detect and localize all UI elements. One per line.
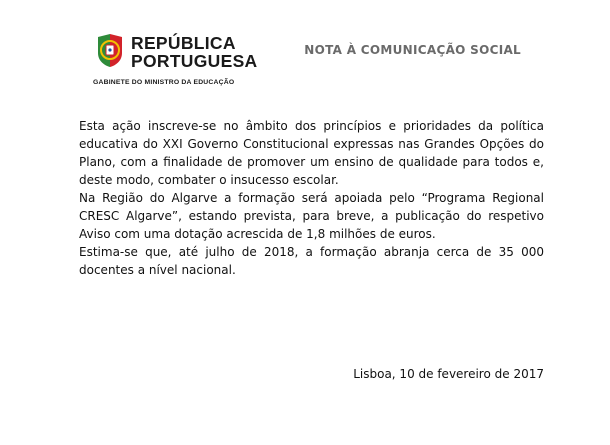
place-date: Lisboa, 10 de fevereiro de 2017: [353, 367, 544, 381]
paragraph-1: Esta ação inscreve-se no âmbito dos princípios e prioridades da política educativa do XXI Governo Constitucional expressas nas Grandes Opções do Plano, com a finalidade de promover um ensino de qualidade para todos e, deste modo, combater o insucesso escolar.: [79, 119, 544, 187]
government-logo: [91, 29, 258, 93]
document-header: [91, 29, 531, 99]
paragraph-3: Estima-se que, até julho de 2018, a formação abranja cerca de 35 000 docentes a nível nacional.: [79, 245, 544, 277]
body-text: [79, 117, 544, 279]
org-name-line2: PORTUGUESA: [131, 51, 258, 71]
paragraph-2: Na Região do Algarve a formação será apoiada pelo “Programa Regional CRESC Algarve”, estando prevista, para breve, a publicação do respetivo Aviso com uma dotação acrescida de 1,8 milhões de euros.: [79, 191, 544, 241]
org-name-line1: REPÚBLICA: [131, 33, 236, 53]
org-subtitle: GABINETE DO MINISTRO DA EDUCAÇÃO: [93, 79, 235, 86]
portuguese-emblem-icon: [95, 33, 125, 69]
note-title: NOTA À COMUNICAÇÃO SOCIAL: [304, 43, 521, 57]
